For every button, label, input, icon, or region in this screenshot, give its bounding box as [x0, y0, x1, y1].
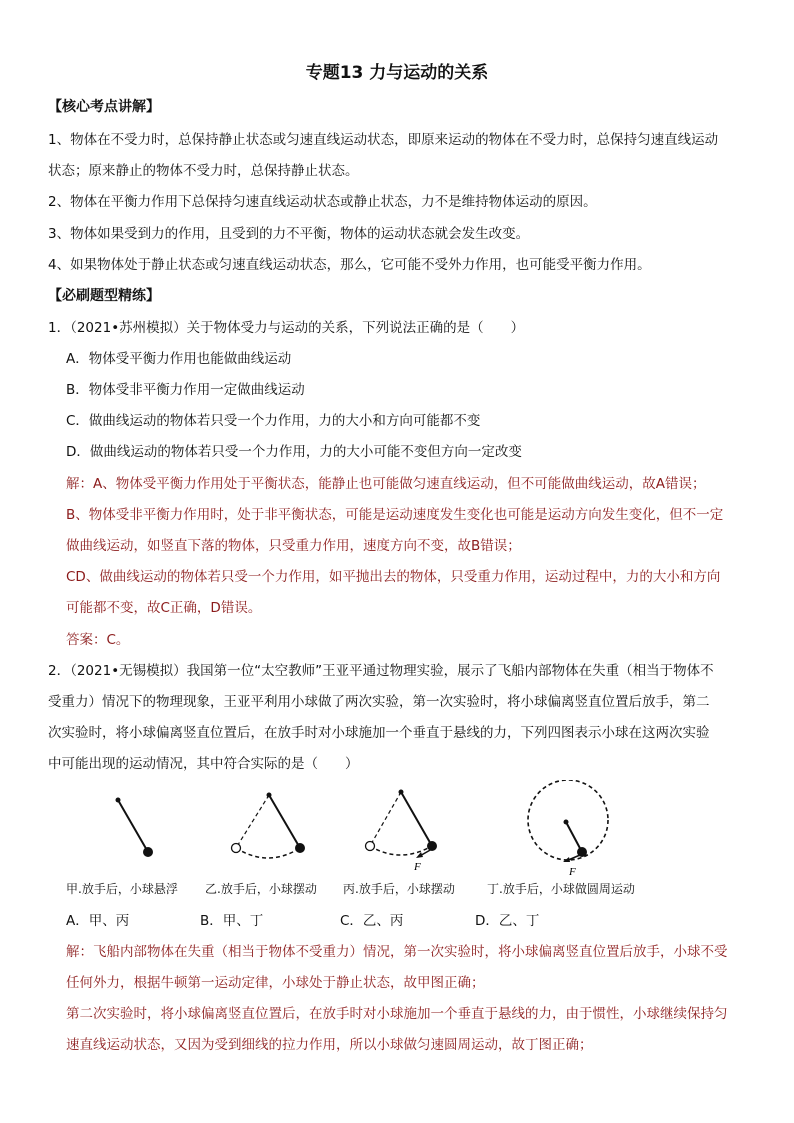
point-line: 状态；原来静止的物体不受力时，总保持静止状态。 — [48, 163, 359, 179]
question-1-option-b: B．物体受非平衡力作用一定做曲线运动 — [66, 382, 305, 398]
ball-icon — [295, 843, 305, 853]
point-line: 4、如果物体处于静止状态或匀速直线运动状态，那么，它可能不受外力作用，也可能受平衡力作用。 — [48, 257, 651, 273]
question-2-stem-line: 次实验时，将小球偏离竖直位置后，在放手时对小球施加一个垂直于悬线的力，下列四图表示小球在这两次实验 — [48, 725, 710, 741]
question-1-option-c: C．做曲线运动的物体若只受一个力作用，力的大小和方向可能都不变 — [66, 413, 481, 429]
question-2-option-b: B．甲、丁 — [200, 913, 264, 929]
question-2-option-d: D．乙、丁 — [475, 913, 540, 929]
figure-caption-bing: 丙.放手后，小球摆动 — [343, 882, 455, 896]
question-2-stem-line: 中可能出现的运动情况，其中符合实际的是（ ） — [48, 756, 359, 772]
section-header-practice: 【必刷题型精练】 — [48, 288, 160, 304]
question-2-option-a: A．甲、丙 — [66, 913, 130, 929]
swing-arc — [236, 848, 300, 858]
question-1-solution-line: 可能都不变，故C正确，D错误。 — [66, 600, 262, 616]
page-title: 专题13 力与运动的关系 — [305, 63, 489, 83]
string-line — [118, 800, 148, 852]
question-2-solution-line: 解：飞船内部物体在失重（相当于物体不受重力）情况，第一次实验时，将小球偏离竖直位置后放手，小球不受 — [66, 944, 728, 960]
question-1-solution-line: B、物体受非平衡力作用时，处于非平衡状态，可能是运动速度发生变化也可能是运动方向发生变化，但不一定 — [66, 507, 724, 523]
dashed-string-line — [370, 792, 401, 846]
question-2-solution-line: 速直线运动状态，又因为受到细线的拉力作用，所以小球做匀速圆周运动，故丁图正确； — [66, 1037, 593, 1053]
question-1-stem: 1．（2021•苏州模拟）关于物体受力与运动的关系，下列说法正确的是（ ） — [48, 320, 525, 336]
dashed-string-line — [236, 795, 269, 848]
figure-ding — [528, 780, 608, 878]
section-header-core-points: 【核心考点讲解】 — [48, 99, 160, 115]
ball-start-icon — [366, 842, 375, 851]
figure-yi — [232, 793, 306, 859]
question-1-solution-line: CD、做曲线运动的物体若只受一个力作用，如平抛出去的物体，只受重力作用，运动过程中，力的大小和方向 — [66, 569, 721, 585]
question-2-stem-line: 受重力）情况下的物理现象，王亚平利用小球做了两次实验，第一次实验时，将小球偏离竖直位置后放手，第二 — [48, 694, 710, 710]
string-line — [401, 792, 432, 846]
question-2-solution-line: 第二次实验时，将小球偏离竖直位置后，在放手时对小球施加一个垂直于悬线的力，由于惯性，小球继续保持匀 — [66, 1006, 728, 1022]
figure-jia — [116, 798, 154, 858]
circular-path — [528, 780, 608, 860]
string-line — [566, 822, 582, 852]
question-2-stem-line: 2．（2021•无锡模拟）我国第一位“太空教师”王亚平通过物理实验，展示了飞船内部物体在失重（相当于物体不 — [48, 663, 714, 679]
figure-bing — [366, 790, 438, 874]
string-line — [269, 795, 300, 848]
question-2-solution-line: 任何外力，根据牛顿第一运动定律，小球处于静止状态，故甲图正确； — [66, 975, 485, 991]
force-label: F — [569, 866, 576, 878]
question-1-solution-line: 解：A、物体受平衡力作用处于平衡状态，能静止也可能做匀速直线运动，但不可能做曲线运动，故A错误； — [66, 476, 706, 492]
force-arrowhead-icon — [416, 852, 423, 858]
figure-caption-yi: 乙.放手后，小球摆动 — [205, 882, 317, 896]
question-1-option-a: A．物体受平衡力作用也能做曲线运动 — [66, 351, 292, 367]
question-1-option-d: D．做曲线运动的物体若只受一个力作用，力的大小可能不变但方向一定改变 — [66, 444, 522, 460]
point-line: 3、物体如果受到力的作用，且受到的力不平衡，物体的运动状态就会发生改变。 — [48, 226, 530, 242]
question-1-answer: 答案：C。 — [66, 632, 130, 648]
question-2-figures — [0, 780, 794, 880]
question-2-option-c: C．乙、丙 — [340, 913, 404, 929]
point-line: 1、物体在不受力时，总保持静止状态或匀速直线运动状态，即原来运动的物体在不受力时，总保持匀速直线运动 — [48, 132, 719, 148]
figure-caption-ding: 丁.放手后，小球做圆周运动 — [487, 882, 635, 896]
point-line: 2、物体在平衡力作用下总保持匀速直线运动状态或静止状态，力不是维持物体运动的原因。 — [48, 194, 597, 210]
force-label: F — [414, 861, 421, 873]
ball-start-icon — [232, 844, 241, 853]
figure-caption-jia: 甲.放手后，小球悬浮 — [66, 882, 178, 896]
question-1-solution-line: 做曲线运动，如竖直下落的物体，只受重力作用，速度方向不变，故B错误； — [66, 538, 521, 554]
ball-icon — [143, 847, 153, 857]
